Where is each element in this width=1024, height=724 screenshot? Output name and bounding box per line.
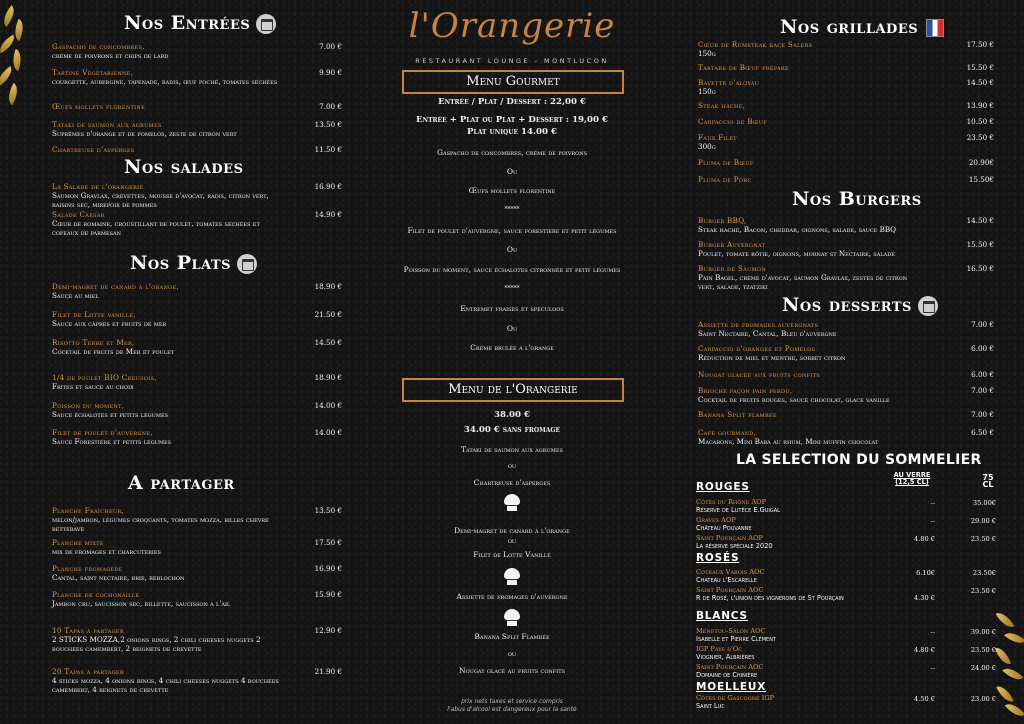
desserts-title: Nos desserts	[782, 294, 938, 316]
wine-item: Coteaux Varois AOC Chateau l'Escarelle 6.10€ 23.50€	[696, 568, 996, 584]
sommelier-glass-header: AU VERRE (12,5 CL)	[893, 471, 931, 486]
wine-item: Côtes de Gascogne IGP Saint Luc 4.50 € 23.00 €	[696, 694, 996, 710]
homemade-icon	[237, 254, 257, 274]
menu-item: Œufs mollets florentine 7.00 €	[52, 102, 342, 111]
menu-item: Café gourmand, Macarons, Mini Baba au rhum, Mini muffin chocolat 6.50 €	[698, 428, 994, 446]
menu-orangerie-line: ou	[507, 461, 517, 470]
menu-item: Planche mixte mix de fromages et charcuteries 17.50 €	[52, 538, 342, 556]
menu-item: Brioche façon pain perdu, Cocktail de fruits rouges, sauce chocolat, glace vanille 7.00 €	[698, 386, 994, 404]
menu-gourmet-price: Plat unique 14.00 €	[467, 127, 557, 137]
menu-item: Banana Split flambée 7.00 €	[698, 410, 994, 419]
menu-gourmet-price: Entrée / Plat / Dessert : 22,00 €	[438, 97, 586, 107]
category-blancs: BLANCS	[696, 610, 748, 622]
sommelier-bottle-header: 75 CL	[982, 473, 994, 489]
chef-hat-icon	[504, 568, 520, 586]
plats-title: Nos Plats	[130, 252, 257, 274]
menu-gourmet-separator: *****	[504, 206, 520, 213]
category-roses: ROSÉS	[696, 552, 740, 564]
menu-item: Faux Filet 300g 23.50 €	[698, 133, 994, 151]
menu-item: Poisson du moment, Sauce échalotes et petits légumes 14.00 €	[52, 401, 342, 419]
menu-orangerie-line: Nougat glacé au fruits confits	[459, 666, 565, 675]
menu-item: Tartine Végétarienne, courgette, aubergine, tapenade, radis, œuf poché, tomates séchées 9.90 €	[52, 68, 342, 86]
sommelier-title: LA SELECTION DU SOMMELIER	[736, 452, 982, 468]
menu-item: Demi-magret de canard à l'orange, Sauce au miel 18.90 €	[52, 282, 342, 300]
menu-item: Nougat glacée aux fruits confits 6.00 €	[698, 370, 994, 379]
menu-item: Pluma de Porc 15.50€	[698, 175, 994, 184]
menu-item: 1/4 de poulet BIO Creusois, Frites et sauce au choix 18.90 €	[52, 373, 342, 391]
menu-item: Bavette d'aloyau 150g 14.50 €	[698, 78, 994, 96]
menu-item: Burger de Saumon Pain Bagel, crème d'avocat, saumon Gravlax, zestes de citron vert, salade, tzatziki 16.50 €	[698, 264, 994, 291]
menu-gourmet-line: Ou	[506, 167, 518, 176]
category-moelleux: MOELLEUX	[696, 681, 767, 693]
menu-orangerie-line: ou	[507, 649, 517, 658]
wine-item: IGP Pays d'Oc Viognier, Albrières 4.80 € 23.50 €	[696, 645, 996, 661]
menu-item: Salade Caesar Cœur de romaine, croustillant de poulet, tomates séchées et copeaux de parmesan 14.90 €	[52, 210, 342, 237]
menu-item: Assiette de fromages auvergnats Saint Nectaire, Cantal, Bleu d'auvergne 7.00 €	[698, 320, 994, 338]
menu-item: Cœur de Rumsteak race Salers 150g 17.50 €	[698, 40, 994, 58]
menu-gourmet-line: Entremet fraises et spéculoos	[460, 304, 564, 313]
menu-item: Planche Fraîcheur, melon/jambon, légumes croquants, tomates mozza, billes chèvre betterave 13.50 €	[52, 506, 342, 533]
salades-title: Nos salades	[124, 156, 244, 178]
restaurant-logo: l'Orangerie	[408, 6, 616, 46]
menu-item: 20 Tapas à partager 4 sticks mozza, 4 onions rings, 4 chili cheeses nuggets 4 bouchées camembert, 4 beignets de crevette 21.90 €	[52, 667, 342, 694]
menu-gourmet-price: Entrée + Plat ou Plat + Dessert : 19,00 €	[416, 115, 608, 125]
footnote: prix nets taxes et service compris	[461, 698, 563, 705]
category-rouges: ROUGES	[696, 481, 750, 493]
partager-title: A partager	[128, 472, 235, 494]
menu-gourmet-line: Ou	[506, 245, 518, 254]
menu-item: Pluma de Bœuf 20.90€	[698, 158, 994, 167]
menu-item: Planche de cochonaille Jambon cru, saucisson sec, rillette, saucisson à l'ail 15.90 €	[52, 590, 342, 608]
menu-orangerie-line: Filet de Lotte Vanillé	[473, 550, 551, 559]
menu-item: La Salade de l'orangerie Saumon Gravlax, crevettes, mousse d'avocat, radis, citron vert, raisins sec, mirepoix de pommes 16.90 €	[52, 182, 342, 209]
menu-item: Carpaccio d'oranges et Pomelos Réduction de miel et menthe, sorbet citron 6.00 €	[698, 344, 994, 362]
menu-gourmet-separator: *****	[504, 285, 520, 292]
homemade-icon	[918, 296, 938, 316]
menu-item: Burger Auvergnat Poulet, tomate rôtie, oignons, mornay st Nectaire, salade 15.50 €	[698, 240, 994, 258]
menu-orangerie-line: Chartreuse d'asperges	[473, 478, 551, 487]
menu-gourmet-line: Poisson du moment, sauce échalotes citronnée et petit légumes	[403, 265, 621, 274]
burgers-title: Nos Burgers	[792, 188, 922, 210]
footnote: l'abus d'alcool est dangereux pour la santé	[447, 706, 577, 713]
menu-orangerie-price: 38.00 €	[494, 410, 530, 420]
menu-orangerie-price: 34.00 € sans fromage	[463, 425, 561, 435]
wine-item: Saint Pourçain AOP La réserve spéciale 2020 4.80 € 23.50 €	[696, 534, 996, 550]
wine-item: Menetou-Salon AOC Isabelle et Pierre Clément -- 39.00 €	[696, 627, 996, 643]
chef-hat-icon	[504, 494, 520, 512]
menu-item: Filet de Lotte vanillé, Sauce aux câpres et fruits de mer 21.50 €	[52, 310, 342, 328]
menu-item: Filet de poulet d'auvergne, Sauce Forestière et petits légumes 14.00 €	[52, 428, 342, 446]
menu-gourmet-line: Œufs mollets florentine	[468, 186, 556, 195]
entrees-title: Nos Entrées	[124, 12, 276, 34]
wine-item: Saint Pourçain AOC R de Rosé, l'union des vignerons de St Pourçain 4.30 € 23.50 €	[696, 586, 996, 602]
menu-item: Gaspacho de concombres, crème de poivrons et chips de lard 7.00 €	[52, 42, 342, 60]
menu-item: Tataki de saumon aux agrumes Suprêmes d'orange et de pomelos, zeste de citron vert 13.50 €	[52, 120, 342, 138]
menu-orangerie-title: Menu de l'Orangerie	[402, 378, 624, 402]
menu-orangerie-line: Banana Split Flambée	[474, 632, 550, 641]
menu-gourmet-line: Filet de poulet d'auvergne, sauce forestière et petit légumes	[407, 226, 617, 235]
wine-item: Saint Pourçain AOC Domaine de Chinière -- 24.00 €	[696, 663, 996, 679]
chef-hat-icon	[504, 609, 520, 627]
menu-orangerie-line: Assiette de fromages d'auvergne	[456, 592, 568, 601]
menu-orangerie-line: ou	[507, 536, 517, 545]
menu-gourmet-title: Menu Gourmet	[402, 70, 624, 94]
menu-gourmet-line: Ou	[506, 324, 518, 333]
menu-gourmet-line: Crème brulée a l'orange	[470, 343, 554, 352]
homemade-icon	[256, 14, 276, 34]
menu-item: Burger BBQ, Steak haché, Bacon, cheddar, oignons, salade, sauce BBQ 14.50 €	[698, 216, 994, 234]
menu-item: Chartreuse d'asperges 11.50 €	[52, 145, 342, 154]
restaurant-subtitle: RESTAURANT LOUNGE - MONTLUCON	[415, 57, 609, 65]
menu-item: Planche fromagère Cantal, saint nectaire, brie, reblochon 16.90 €	[52, 564, 342, 582]
grillades-title: Nos grillades	[780, 16, 944, 38]
menu-item: Tartare de Bœuf préparé 15.50 €	[698, 63, 994, 72]
menu-item: Carpaccio de Bœuf 10.50 €	[698, 117, 994, 126]
menu-orangerie-line: Tataki de saumon aux agrumes	[461, 445, 563, 454]
menu-gourmet-line: Gaspacho de concombres, crème de poivrons	[436, 148, 588, 157]
menu-item: 10 Tapas à partager 2 STICKS MOZZA,2 onions rings, 2 chili cheeses nuggets 2 bouchées camembert, 2 beignets de crevette 12.90 €	[52, 626, 342, 653]
menu-item: Steak haché, 13.90 €	[698, 101, 994, 110]
wine-item: Graves AOP Château Pouvanne -- 29.00 €	[696, 516, 996, 532]
wine-item: Côtes du Rhône AOP Réserve de Lutèce E.Guigal -- 35.00€	[696, 498, 996, 514]
menu-orangerie-line: Demi-magret de canard à l'orange	[454, 526, 570, 535]
menu-item: Risotto Terre et Mer, Cocktail de fruits de Mer et poulet 14.50 €	[52, 338, 342, 356]
french-origin-icon	[926, 19, 944, 37]
